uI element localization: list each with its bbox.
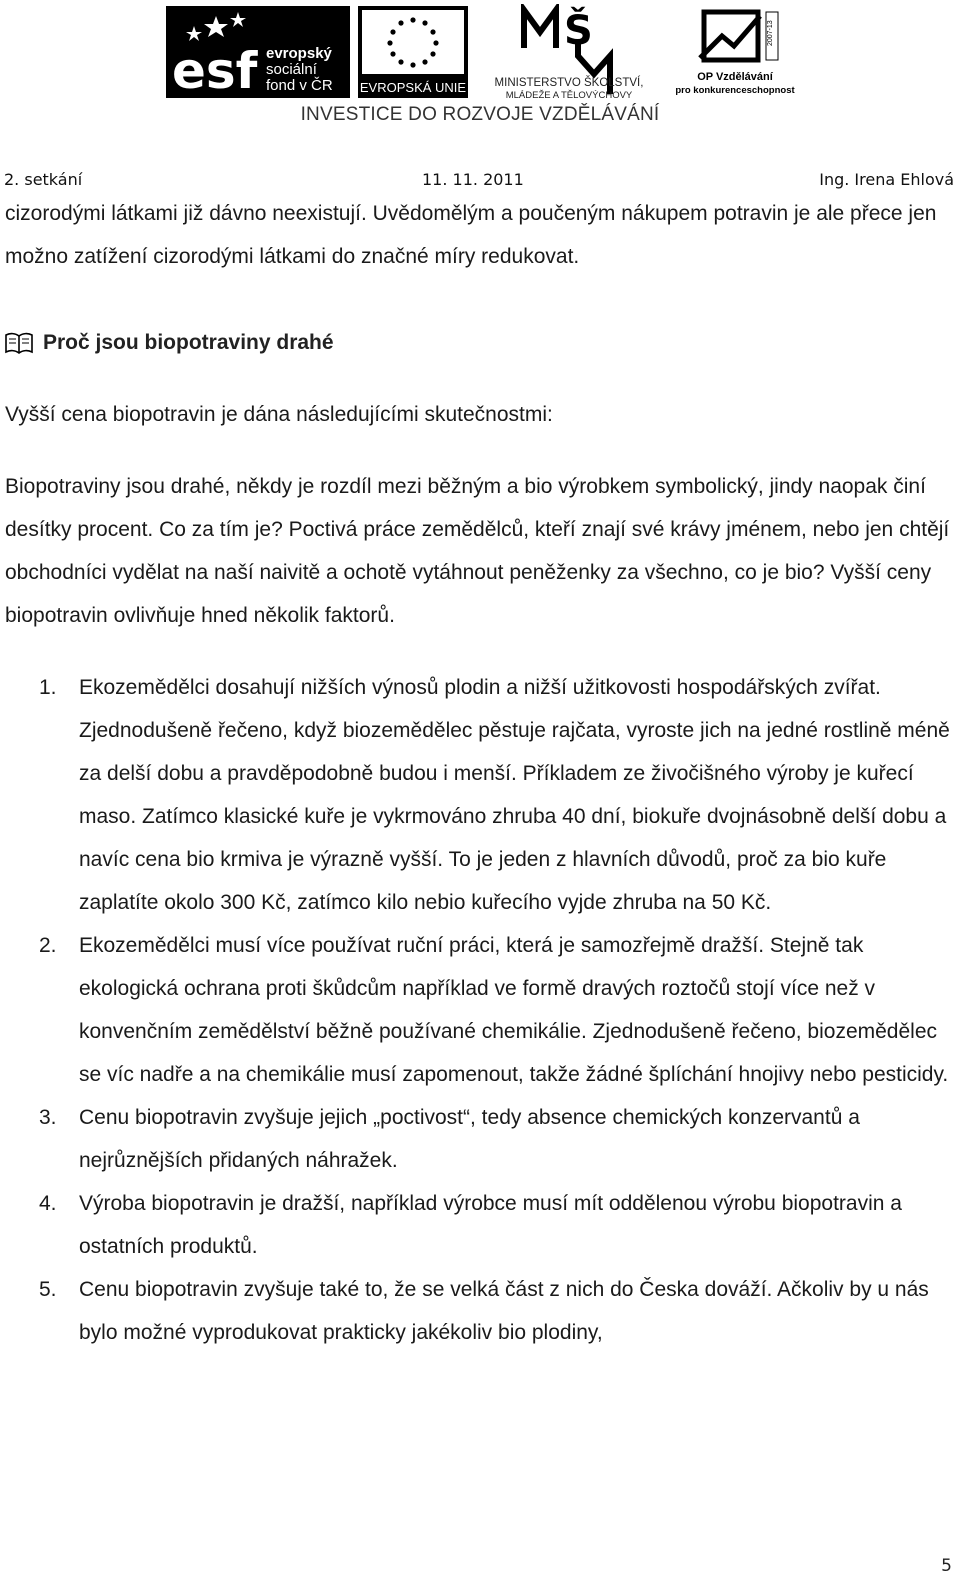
- section-heading-text: Proč jsou biopotraviny drahé: [43, 331, 334, 354]
- tagline: INVESTICE DO ROZVOJE VZDĚLÁVÁNÍ: [300, 104, 660, 125]
- svg-text:OP Vzdělávání: OP Vzdělávání: [697, 71, 773, 83]
- esf-logo: [166, 6, 350, 98]
- page-number: 5: [941, 1556, 952, 1576]
- header-author: Ing. Irena Ehlová: [819, 170, 954, 189]
- paragraph-1: Vyšší cena biopotravin je dána následujícími skutečnostmi:: [5, 403, 553, 426]
- header-meeting: 2. setkání: [4, 170, 83, 189]
- svg-text:sociální: sociální: [266, 61, 317, 78]
- running-header: [4, 170, 954, 192]
- header-date: 11. 11. 2011: [422, 170, 524, 189]
- list-item: 1. Ekozemědělci dosahují nižších výnosů plodin a nižší užitkovosti hospodářských zvířat. Zjednodušeně řečeno, když biozemědělec pěstuje rajčata, vyroste jich na jedné rostlině méně za delší dobu a pravděpodobně budou i menší. Příkladem ze živočišného výroby je kuřecí maso. Zatímco klasické kuře je vykrmováno zhruba 40 dní, biokuře dvojnásobně delší dobu a navíc cena bio krmiva je výrazně vyšší. To je jeden z hlavních důvodů, proč za bio kuře zaplatíte okolo 300 Kč, zatímco kilo nebio kuřecího vyjde zhruba na 50 Kč.: [39, 676, 950, 914]
- open-book-icon: [5, 332, 33, 354]
- esf-big-text: esf: [172, 42, 258, 98]
- list-item: 4. Výroba biopotravin je dražší, například výrobce musí mít oddělenou výrobu biopotravin a ostatních produktů.: [39, 1192, 902, 1258]
- svg-text:MINISTERSTVO ŠKOLSTVÍ,: MINISTERSTVO ŠKOLSTVÍ,: [494, 77, 644, 89]
- eu-flag-logo: [358, 6, 468, 98]
- logo-banner: [0, 0, 960, 132]
- list-item: 2. Ekozemědělci musí více používat ruční práci, která je samozřejmě dražší. Stejně tak ekologická ochrana proti škůdcům například ve formě dravých roztočů stojí více než v konvenčním zemědělství běžně používané chemikálie. Zjednodušeně řečeno, biozemědělec se víc nadře a na chemikálie musí zapomenout, takže žádné šplíchání hnojivy nebo pesticidy.: [39, 934, 949, 1086]
- svg-text:EVROPSKÁ UNIE: EVROPSKÁ UNIE: [359, 80, 467, 95]
- intro-paragraph: cizorodými látkami již dávno neexistují. Uvědomělým a poučeným nákupem potravin je ale přece jen možno zatížení cizorodými látkami do značné míry redukovat.: [5, 202, 937, 268]
- list-item: 3. Cenu biopotravin zvyšuje jejich „poctivost“, tedy absence chemických konzervantů a nejrůznějších přidaných náhražek.: [39, 1106, 860, 1172]
- svg-text:pro konkurenceschopnost: pro konkurenceschopnost: [675, 85, 795, 96]
- document-body: [5, 192, 953, 1354]
- paragraph-2: Biopotraviny jsou drahé, někdy je rozdíl mezi běžným a bio výrobkem symbolický, jindy naopak činí desítky procent. Co za tím je? Poctivá práce zemědělců, kteří znají své krávy jménem, nebo jen chtějí obchodníci vydělat na naší naivitě a ochotě vytáhnout peněženky za všechno, co je bio? Vyšší ceny biopotravin ovlivňuje hned několik faktorů.: [5, 475, 950, 627]
- svg-text:Š: Š: [564, 8, 593, 54]
- op-vzdelavani-logo: [670, 6, 800, 98]
- factor-list: [5, 666, 953, 1354]
- svg-text:MLÁDEŽE A TĚLOVÝCHOVY: MLÁDEŽE A TĚLOVÝCHOVY: [505, 90, 633, 98]
- svg-text:fond v ČR: fond v ČR: [266, 77, 333, 94]
- svg-text:2007-13: 2007-13: [767, 20, 774, 46]
- list-item: 5. Cenu biopotravin zvyšuje také to, že se velká část z nich do Česka dováží. Ačkoliv by u nás bylo možné vyprodukovat prakticky jakékoliv bio plodiny,: [39, 1278, 929, 1344]
- msmt-logo: [474, 4, 664, 98]
- svg-text:evropský: evropský: [266, 45, 332, 62]
- section-heading: [5, 321, 953, 364]
